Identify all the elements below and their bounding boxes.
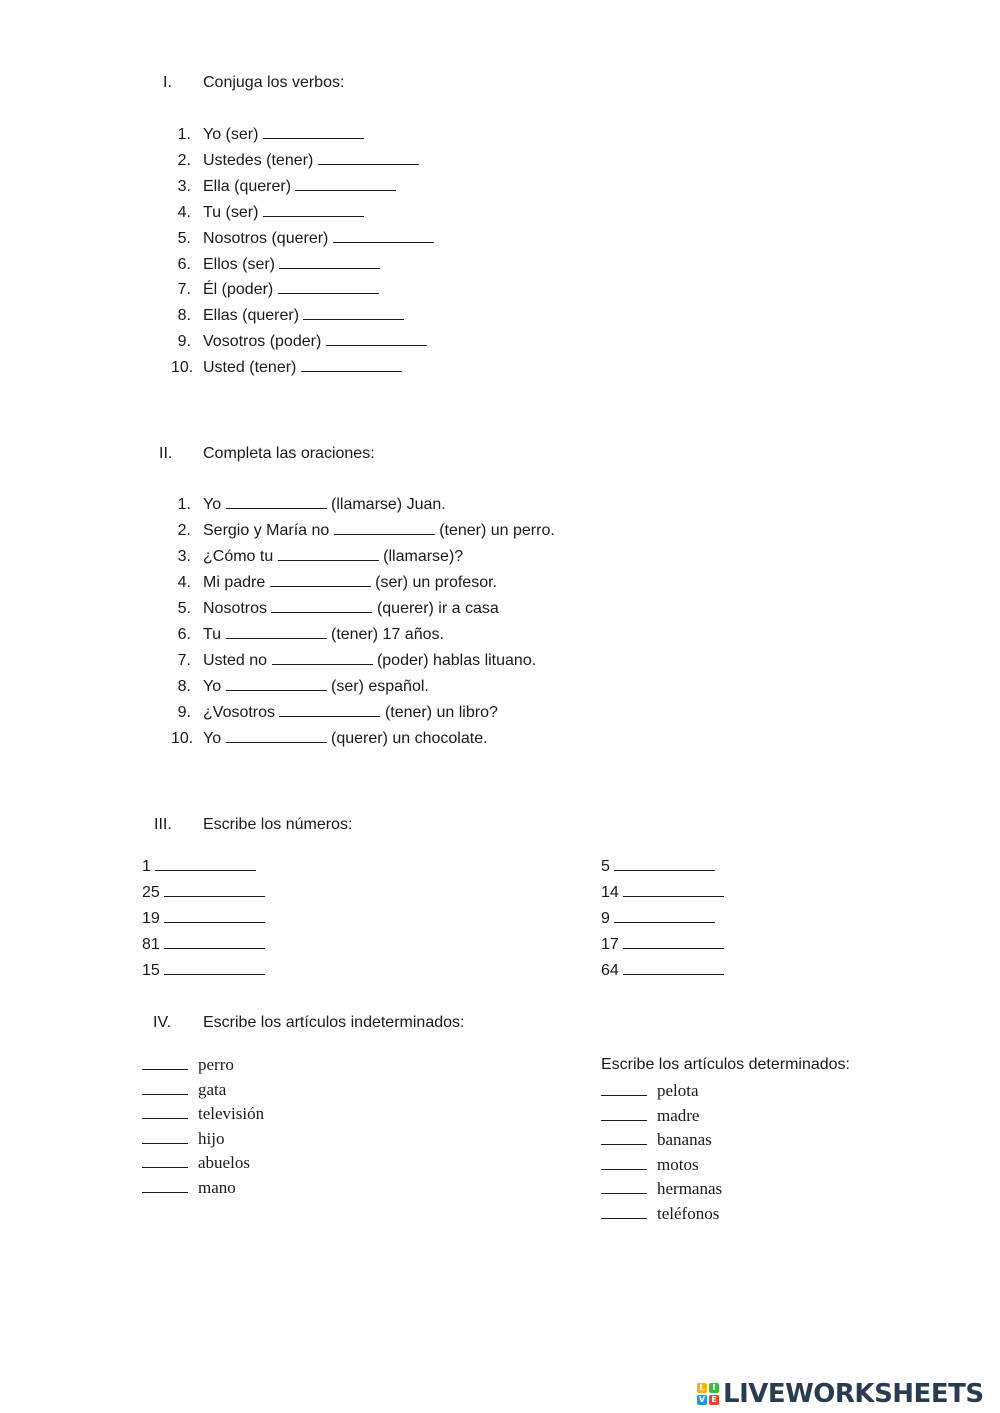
verb-item: [177, 151, 419, 170]
verb-item: [177, 333, 427, 351]
sentence-after: (llamarse) Juan.: [331, 496, 446, 513]
item-number: 9.: [177, 704, 191, 721]
answer-blank[interactable]: [226, 741, 327, 743]
liveworksheets-logo: [697, 1378, 984, 1410]
article-blank[interactable]: [601, 1168, 647, 1170]
number-item: [142, 884, 265, 902]
item-number: 8.: [177, 307, 191, 325]
item-text: Ellos (ser): [203, 255, 276, 273]
item-text: Yo (ser): [203, 126, 259, 143]
sentence-after: (poder) hablas lituano.: [376, 652, 537, 669]
number-item: [142, 858, 256, 876]
number-item: [142, 936, 265, 954]
sentence-before: Yo: [203, 730, 222, 747]
number-value: 14: [601, 884, 619, 901]
answer-blank[interactable]: [155, 869, 256, 871]
answer-blank[interactable]: [623, 947, 724, 949]
number-item: [601, 884, 724, 902]
item-number: 5.: [177, 600, 191, 617]
section-4-numeral: IV.: [153, 1014, 172, 1031]
item-number: 4.: [177, 203, 191, 221]
verb-item: [177, 255, 380, 274]
sentence-before: ¿Cómo tu: [203, 548, 274, 565]
sentence-before: Usted no: [203, 652, 268, 669]
article-blank[interactable]: [601, 1217, 647, 1219]
answer-blank[interactable]: [303, 318, 404, 320]
verb-item: [177, 281, 379, 299]
noun-text: abuelos: [198, 1153, 250, 1173]
item-number: 2.: [177, 151, 191, 169]
number-value: 1: [142, 858, 151, 875]
answer-blank[interactable]: [623, 973, 724, 975]
answer-blank[interactable]: [164, 895, 265, 897]
article-item: [142, 1055, 234, 1075]
sentence-item: [177, 600, 499, 618]
sentence-before: Nosotros: [203, 600, 268, 617]
answer-blank[interactable]: [326, 344, 427, 346]
verb-item: [177, 177, 396, 196]
article-item: [601, 1130, 712, 1150]
item-text: Nosotros (querer): [203, 229, 329, 247]
item-number: 10.: [171, 730, 194, 747]
sentence-item: [177, 496, 446, 514]
number-item: [601, 910, 715, 928]
section-4-right-title: Escribe los artículos determinados:: [601, 1056, 850, 1073]
noun-text: bananas: [657, 1130, 712, 1150]
verb-item: [177, 307, 404, 325]
section-2-title: Completa las oraciones:: [203, 445, 375, 462]
answer-blank[interactable]: [164, 973, 265, 975]
sentence-before: Mi padre: [203, 574, 266, 591]
answer-blank[interactable]: [318, 163, 419, 165]
answer-blank[interactable]: [270, 585, 371, 587]
item-text: Vosotros (poder): [203, 333, 322, 351]
item-number: 6.: [177, 626, 191, 643]
item-number: 9.: [177, 333, 191, 351]
sentence-before: Yo: [203, 678, 222, 695]
verb-item: [177, 203, 364, 222]
logo-letter: E: [709, 1395, 719, 1405]
sentence-after: (querer) un chocolate.: [331, 730, 488, 747]
sentence-item: [177, 678, 429, 696]
sentence-item: [177, 652, 537, 670]
article-item: [601, 1204, 719, 1224]
article-blank[interactable]: [142, 1068, 188, 1070]
item-number: 7.: [177, 281, 191, 299]
article-item: [142, 1129, 224, 1149]
answer-blank[interactable]: [263, 137, 364, 139]
item-number: 2.: [177, 522, 191, 539]
number-value: 17: [601, 936, 619, 953]
number-value: 15: [142, 962, 160, 979]
sentence-item: [171, 730, 488, 748]
article-blank[interactable]: [601, 1192, 647, 1194]
item-text: Tu (ser): [203, 203, 259, 221]
sentence-after: (ser) español.: [331, 678, 429, 695]
section-1-title: Conjuga los verbos:: [203, 74, 345, 91]
answer-blank[interactable]: [279, 715, 380, 717]
answer-blank[interactable]: [614, 921, 715, 923]
answer-blank[interactable]: [278, 292, 379, 294]
logo-letter: L: [697, 1383, 707, 1393]
article-item: [601, 1081, 699, 1101]
noun-text: televisión: [198, 1104, 265, 1124]
verb-item: [177, 126, 364, 144]
item-number: 1.: [177, 126, 191, 143]
article-item: [142, 1104, 264, 1124]
noun-text: mano: [198, 1178, 236, 1197]
section-4-title: Escribe los artículos indeterminados:: [203, 1014, 465, 1031]
answer-blank[interactable]: [271, 611, 372, 613]
item-number: 4.: [177, 574, 191, 591]
sentence-after: (querer) ir a casa: [376, 600, 499, 617]
number-item: [601, 858, 715, 876]
sentence-item: [177, 548, 464, 566]
sentence-after: (ser) un profesor.: [375, 574, 497, 591]
article-blank[interactable]: [142, 1191, 188, 1193]
section-3-numeral: III.: [154, 816, 172, 833]
article-item: [601, 1179, 722, 1199]
section-2-numeral: II.: [159, 445, 173, 462]
answer-blank[interactable]: [226, 637, 327, 639]
article-item: [142, 1178, 236, 1198]
noun-text: perro: [198, 1055, 234, 1074]
sentence-item: [177, 626, 444, 644]
noun-text: teléfonos: [657, 1204, 720, 1223]
article-blank[interactable]: [601, 1094, 647, 1096]
answer-blank[interactable]: [333, 241, 434, 243]
verb-item: [171, 359, 402, 377]
answer-blank[interactable]: [278, 559, 379, 561]
sentence-before: Sergio y María no: [203, 522, 330, 539]
sentence-before: ¿Vosotros: [203, 704, 276, 721]
verb-item: [177, 229, 434, 248]
sentence-after: (llamarse)?: [383, 548, 464, 565]
item-number: 1.: [177, 496, 191, 513]
logo-letter: I: [709, 1383, 719, 1393]
item-number: 3.: [177, 177, 191, 195]
sentence-after: (tener) un perro.: [439, 522, 555, 539]
sentence-item: [177, 704, 498, 722]
noun-text: gata: [198, 1079, 227, 1099]
logo-letter: V: [698, 1395, 706, 1404]
answer-blank[interactable]: [272, 663, 373, 665]
item-text: Ella (querer): [203, 177, 292, 195]
article-blank[interactable]: [142, 1166, 188, 1168]
number-value: 64: [601, 962, 619, 979]
noun-text: motos: [657, 1154, 699, 1174]
item-text: Usted (tener): [203, 359, 297, 377]
answer-blank[interactable]: [623, 895, 724, 897]
noun-text: hermanas: [657, 1179, 723, 1199]
number-item: [601, 936, 724, 954]
sentence-before: Yo: [203, 496, 222, 513]
number-value: 81: [142, 936, 160, 953]
article-item: [142, 1080, 226, 1100]
answer-blank[interactable]: [279, 267, 380, 269]
item-number: 8.: [177, 678, 191, 695]
article-blank[interactable]: [142, 1142, 188, 1144]
article-item: [601, 1106, 699, 1126]
answer-blank[interactable]: [614, 869, 715, 871]
noun-text: hijo: [198, 1128, 225, 1148]
answer-blank[interactable]: [226, 689, 327, 691]
section-3-title: Escribe los números:: [203, 816, 353, 833]
number-item: [142, 910, 265, 928]
item-number: 10.: [171, 359, 194, 377]
noun-text: madre: [657, 1105, 700, 1125]
article-blank[interactable]: [601, 1143, 647, 1145]
item-text: Ellas (querer): [203, 307, 300, 325]
section-1-numeral: I.: [163, 74, 172, 91]
article-blank[interactable]: [142, 1117, 188, 1119]
sentence-after: (tener) 17 años.: [330, 626, 444, 643]
article-blank[interactable]: [601, 1119, 647, 1121]
article-item: [142, 1153, 250, 1173]
sentence-before: Tu: [203, 626, 222, 643]
item-number: 5.: [177, 229, 191, 247]
noun-text: pelota: [657, 1081, 699, 1100]
answer-blank[interactable]: [164, 921, 265, 923]
answer-blank[interactable]: [226, 507, 327, 509]
logo-text: LIVEWORKSHEETS: [723, 1379, 984, 1409]
number-value: 19: [142, 910, 160, 927]
number-value: 25: [142, 884, 160, 901]
number-value: 5: [601, 858, 610, 875]
item-number: 3.: [177, 548, 191, 565]
number-value: 9: [601, 910, 610, 927]
item-number: 6.: [177, 255, 191, 273]
answer-blank[interactable]: [164, 947, 265, 949]
logo-mark-icon: [697, 1383, 719, 1405]
sentence-after: (tener) un libro?: [384, 704, 498, 721]
article-blank[interactable]: [142, 1093, 188, 1095]
item-number: 7.: [177, 652, 191, 669]
number-item: [142, 962, 265, 980]
article-item: [601, 1155, 699, 1175]
item-text: Él (poder): [203, 281, 274, 299]
answer-blank[interactable]: [263, 215, 364, 217]
number-item: [601, 962, 724, 980]
answer-blank[interactable]: [334, 533, 435, 535]
answer-blank[interactable]: [295, 189, 396, 191]
answer-blank[interactable]: [301, 370, 402, 372]
sentence-item: [177, 574, 497, 592]
item-text: Ustedes (tener): [203, 151, 314, 169]
sentence-item: [177, 522, 555, 540]
